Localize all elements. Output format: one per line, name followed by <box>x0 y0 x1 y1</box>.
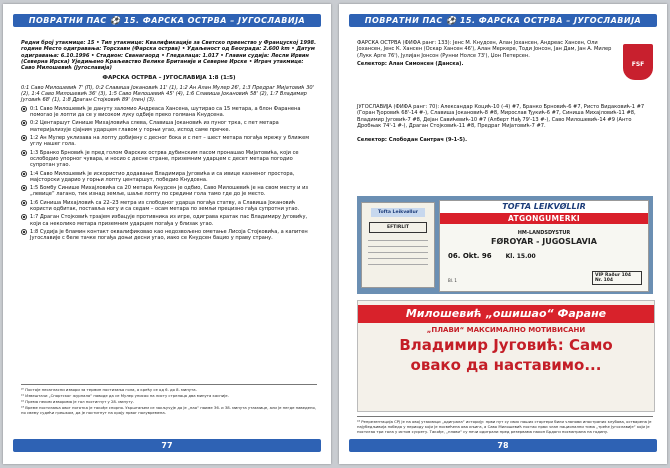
goal-event: 0:2 Центаршут Синише Михајловића слева, Славиша Јокановић из пуног трка, с пет метара материјализује сјајним ударцем главом у горњи угао, испод саме пречке. <box>21 120 317 133</box>
ball-icon <box>21 200 27 206</box>
ticket-vip: VIP Raður 104 Nr. 104 <box>592 271 642 285</box>
goal-event: 0:1 Саво Милошевић је дануту заломио Андреаса Хансена, шутирао са 15 метара, а блон Фаранена помогао је лопти да се у високом луку одбије преко голмана Кнудсена. <box>21 106 317 119</box>
goal-event: 1:5 Бомбу Синише Михајловића са 20 метара Кнудсен је одбио, Саво Милошевић је на свом месту и из „левице“ лагано, тик изнад земље, шаље лопту по средини гола тамо где до је место. <box>21 185 317 198</box>
clipping-quote-line2: овако да наставимо... <box>410 356 602 374</box>
clipping-subheadline: „ПЛАВИ“ МАКСИМАЛНО МОТИВИСАНИ <box>426 326 586 334</box>
page-right <box>339 4 667 464</box>
page-header <box>349 14 657 27</box>
ticket-band: ATGONGUMERKI <box>440 213 648 224</box>
ticket-photo <box>357 196 653 294</box>
footnote: ²³ Време постизања овог поготка је такође спорно. Укрштањем се закључује да је „пао“ наиме 36. и 38. минута утакмице, али је негде наведено, по свему судећи грешком, да је постигнут на крају првог полувремена. <box>21 405 316 415</box>
ticket-stub <box>361 202 435 288</box>
goal-event: 1:2 Ан Мулер уклизава на лопту добијену с десног бока и с пет – шест метара погађа мрежу у ближем углу нашег гола. <box>21 135 317 148</box>
footnotes <box>21 384 317 416</box>
ticket-date: 06. Okt. 96 <box>448 252 492 260</box>
page-footer <box>349 439 657 452</box>
page-footer <box>13 439 321 452</box>
ticket-stub-rows <box>368 237 428 265</box>
yugo-lineup: ЈУГОСЛАВИЈА (ФИФА ранг: 70): Александар Коцић-10 (-4) #7, Бранко Брновић-6 #7, Ристо Видаковић-1 #7 (Горан Ђоровић 68'-14 #-), Славиша Јокановић-8 #8, Мирослав Ђукић-6 #7, Синиша Михајловић-11 #8, Владимир Југовић-7 #8, Дејан Савићевић-10 #7 (Алберт Нађ 79'-13 #-), Саво Милошевић-14 #9 (Анто Дробњак 74'-1 #-), Драган Стојковић-11 #8, Предраг Мијатовић-7 #7. <box>357 104 645 129</box>
ticket-date-line <box>448 252 648 260</box>
goal-event: 1:8 Судија је бламин контакт оквалификовао као недозвољено ометање Лисоја Стојковића, а капитен Југославије с беле тачке погађа доњи десни угао, иако се Кнудсен бацио у праву страну. <box>21 229 317 242</box>
fsf-logo: FSF <box>623 44 653 80</box>
faroe-lineup-block <box>357 40 617 70</box>
ticket-stub-brand: Tofta Leikvøllur <box>371 208 425 217</box>
faroe-coach: Селектор: Алан Симонсен (Данска). <box>357 61 464 68</box>
ball-icon <box>21 171 27 177</box>
newspaper-clipping <box>357 300 655 412</box>
ticket-main <box>439 200 649 292</box>
goal-event: 1:6 Синиша Михајловић са 22–23 метра из слободног ударца погађа статву, а Славиша Јокановић користи одбитак, поставља ногу и са седам – осам метара по земљи прецизно гађа супротни угао. <box>21 200 317 213</box>
clipping-headline: Милошевић „ошишао“ Фаране <box>358 305 654 323</box>
ticket-line2: FØROYAR - JUGOSLAVIA <box>491 237 597 246</box>
match-title: ФАРСКА ОСТРВА – ЈУГОСЛАВИЈА 1:8 (1:5) <box>102 75 236 82</box>
footnotes <box>357 416 653 435</box>
yugo-lineup-block <box>357 104 653 146</box>
ball-icon <box>21 106 27 112</box>
footnote: ²² Према неким изворима је гол постигнут у 28. минуту. <box>21 399 134 404</box>
goal-event: 1:3 Бранко Брновић је пред голом Фарских острва дубинским пасом пронашао Мијатовића, који се ослободио упорног чувара, и носио с десне стране, приземним ударцем с десет метара погодио супротан угао. <box>21 150 317 169</box>
footnote: ²⁰ Постоје несагласни извори за термин постизања гола, а крећу се од 6. до 8. минута. <box>21 387 197 392</box>
goal-event: 1:7 Драган Стојковић трзајем избацује противника из игре, одиграва кратак пас Владимиру Југовићу, који са неколико метара приземним ударцем погађа у близак угао. <box>21 214 317 227</box>
ball-icon <box>21 214 27 220</box>
yugo-coach: Селектор: Слободан Сантрач (9-1-5). <box>357 137 468 144</box>
match-text <box>21 40 317 244</box>
match-info: Редни број утакмице: 15 • Тип утакмице: Квалификације за Светско првенство у Француској 1998. године Место одигравања: Торсхавн (Фарска острва) • Удаљеност од Београда: 2.600 km • Датум одигравања: 6.10.1996 • Стадион: Сванагаорд • Гледалаца: 1.017 • Главни судија: Лесли Ирвин (Северна Ирска) Уједињено Краљевство Велике Британије и Северне Ирске • Играч утакмице: Саво Милошевић (Југославија) <box>21 40 317 72</box>
ball-icon <box>21 185 27 191</box>
header-text: ПОВРАТНИ ПАС ⚽ 15. ФАРСКА ОСТРВА – ЈУГОСЛАВИЈА <box>28 16 306 25</box>
ticket-stub-word: EFTIRLIT <box>369 222 427 233</box>
goal-event: 1:4 Саво Милошевић је искористио додавање Владимира Југовића и са ивице казненог простора, мајсторски ударио у горњи лопту центаршут, победио Кнудсена. <box>21 171 317 184</box>
clipping-quote-line1: Владимир Југовић: Само <box>399 336 613 354</box>
faroe-lineup: ФАРСКА ОСТРВА (ФИФА ранг: 133): Јенс М. Кнудсен, Алан Јохансен, Андреас Хансен, Оли Јохансен, Јенс К. Хансен (Оскар Хансен 46'), Алан Меркере, Тоди Јонсон, Јан Дам, Јан А. Милер (Лукк Арге 76'), Јулијан Јонсон (Рунни Нолсе 73'), Џон Петерсен. <box>357 40 612 59</box>
ball-icon <box>21 229 27 235</box>
header-text: ПОВРАТНИ ПАС ⚽ 15. ФАРСКА ОСТРВА – ЈУГОСЛАВИЈА <box>364 16 642 25</box>
page-number: 77 <box>161 441 173 450</box>
ticket-price: Kl. 15.00 <box>505 253 536 260</box>
ticket-brand: TOFTA LEIKVØLLIR <box>440 201 648 213</box>
footnote: ²⁴ Репрезентација СРЈ је на овој утакмици „одиграла“ историју: први пут су свих наших стартери били чланови иностраних клубова, остварена је најубедљивија победа у периоду који је посвећена ова књига, а Саво Милошевић постао први члан национални тима „треће Југославије“ који је постигао три гола у истом сусрету. Такође, „плави“ су нечи одиграли пред резервама након Брдоги посматрана на годину. <box>357 419 652 434</box>
ball-icon <box>21 135 27 141</box>
ball-icon <box>21 120 27 126</box>
ball-icon <box>21 150 27 156</box>
goals-list: 0:1 Саво Милошевић 7' (П), 0:2 Славиша Јокановић 11' (1), 1:2 Ан Алан Мулер 26', 1:3 Предраг Мијатовић 30' (2), 1:4 Саво Милошевић 36' (3), 1:5 Саво Милошевић 45' (4), 1:6 Славиша Јокановић 58' (2), 1:7 Владимир Југовић 68' (1), 1:8 Драган Стојковић 89' (пен) (3). <box>21 84 315 104</box>
page-number: 78 <box>497 441 509 450</box>
page-header <box>13 14 321 27</box>
footnote: ²¹ Извештачи „Спортског журнала“ наводе да се Мулер уписао на листу стрелаца два минута касније. <box>21 393 229 398</box>
ticket-line1: HM-LANDSDYSTUR <box>517 230 571 236</box>
page-left <box>3 4 331 464</box>
ticket-small: Bl. 1 <box>448 278 457 283</box>
